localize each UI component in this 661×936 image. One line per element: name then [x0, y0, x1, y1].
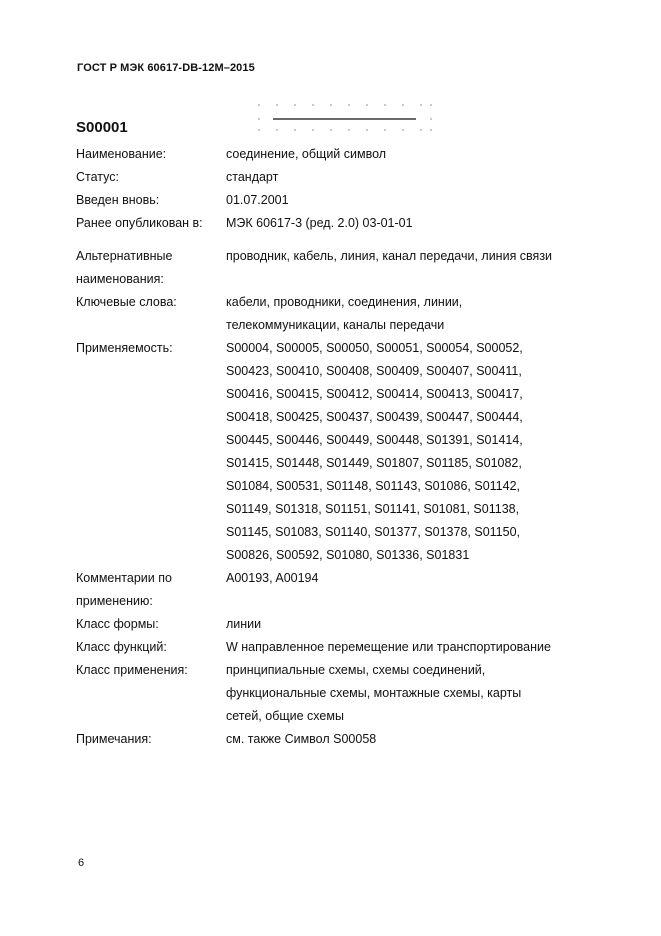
field-status	[76, 166, 596, 189]
field-notes-value: см. также Символ S00058	[226, 732, 377, 746]
field-application-class-label: Класс применения:	[76, 663, 188, 677]
field-published	[76, 212, 596, 235]
field-keywords-value	[226, 291, 596, 337]
field-app-comments-value: A00193, A00194	[226, 571, 319, 585]
field-alt-names	[76, 245, 596, 291]
field-application-class-value	[226, 659, 596, 728]
symbol-grid-dots	[258, 104, 432, 131]
field-applicability-value	[226, 337, 596, 567]
field-status-value: стандарт	[226, 170, 279, 184]
field-function-class-value: W направленное перемещение или транспортирование	[226, 640, 551, 654]
applicability-line: S01149, S01318, S01151, S01141, S01081, S01138,	[226, 502, 520, 516]
field-notes	[76, 728, 596, 751]
applicability-line: S01415, S01448, S01449, S01807, S01185, S01082,	[226, 456, 522, 470]
field-applicability-label: Применяемость:	[76, 341, 173, 355]
field-form-class	[76, 613, 596, 636]
applicability-line: S01084, S00531, S01148, S01143, S01086, S01142,	[226, 479, 521, 493]
field-form-class-value: линии	[226, 617, 262, 631]
field-name-label: Наименование:	[76, 147, 167, 161]
applicability-line: S01145, S01083, S01140, S01377, S01378, S01150,	[226, 525, 521, 539]
field-notes-label: Примечания:	[76, 732, 152, 746]
field-keywords-line: кабели, проводники, соединения, линии,	[226, 295, 463, 309]
field-app-comments-label-line: Комментарии по	[76, 571, 172, 585]
field-app-comments-label	[76, 567, 226, 613]
field-name	[76, 143, 596, 166]
field-applicability	[76, 337, 596, 567]
document-code-header: ГОСТ Р МЭК 60617-DB-12M–2015	[77, 62, 255, 74]
connection-line-symbol-icon	[255, 101, 435, 135]
field-alt-names-label	[76, 245, 226, 291]
applicability-line: S00418, S00425, S00437, S00439, S00447, S00444,	[226, 410, 523, 424]
applicability-line: S00004, S00005, S00050, S00051, S00054, S00052,	[226, 341, 523, 355]
symbol-id: S00001	[76, 119, 128, 136]
applicability-line: S00423, S00410, S00408, S00409, S00407, S00411,	[226, 364, 522, 378]
field-application-class	[76, 659, 596, 728]
field-alt-names-value: проводник, кабель, линия, канал передачи, линия связи	[226, 249, 553, 263]
symbol-fields	[76, 143, 596, 751]
field-status-label: Статус:	[76, 170, 119, 184]
application-class-line: функциональные схемы, монтажные схемы, карты	[226, 686, 522, 700]
field-alt-names-label-line: наименования:	[76, 272, 164, 286]
field-published-label: Ранее опубликован в:	[76, 216, 203, 230]
field-keywords-line: телекоммуникации, каналы передачи	[226, 318, 445, 332]
field-function-class-label: Класс функций:	[76, 640, 167, 654]
field-form-class-label: Класс формы:	[76, 617, 159, 631]
field-name-value: соединение, общий символ	[226, 147, 387, 161]
field-function-class	[76, 636, 596, 659]
field-alt-names-label-line: Альтернативные	[76, 249, 173, 263]
field-app-comments	[76, 567, 596, 613]
field-keywords	[76, 291, 596, 337]
field-introduced-label: Введен вновь:	[76, 193, 160, 207]
field-introduced	[76, 189, 596, 212]
applicability-line: S00826, S00592, S01080, S01336, S01831	[226, 548, 470, 562]
application-class-line: принципиальные схемы, схемы соединений,	[226, 663, 486, 677]
field-app-comments-label-line: применению:	[76, 594, 153, 608]
application-class-line: сетей, общие схемы	[226, 709, 344, 723]
applicability-line: S00445, S00446, S00449, S00448, S01391, S01414,	[226, 433, 523, 447]
page-number: 6	[78, 857, 85, 869]
applicability-line: S00416, S00415, S00412, S00414, S00413, S00417,	[226, 387, 523, 401]
field-introduced-value: 01.07.2001	[226, 193, 289, 207]
field-published-value: МЭК 60617-3 (ред. 2.0) 03-01-01	[226, 216, 413, 230]
field-keywords-label: Ключевые слова:	[76, 295, 177, 309]
